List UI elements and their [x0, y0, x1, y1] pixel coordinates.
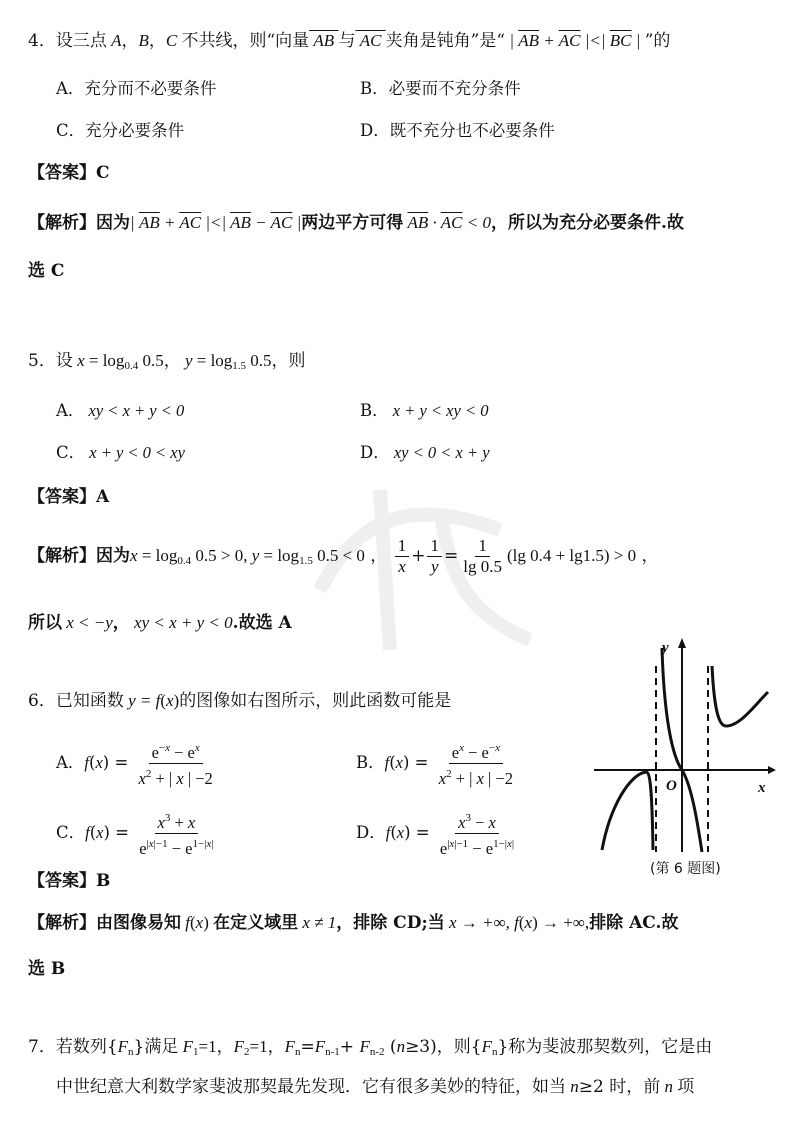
q4-analysis: 【解析】因为| $\overline{AB} + \overline{AC}$ |<| $\overline{AB} - \overline{AC}$ |两边平方可得 $\overline{AB} \cdot \overline{AC} < 0$，所以为充分必要条件.故 — [28, 213, 684, 233]
q4-stem-text-a: 设三点 — [55, 31, 107, 51]
q5-stem: 5．设 $x = \log_{0.4} 0.5$， $y = \log_{1.5} 0.5$，则 — [28, 351, 306, 372]
q4-stem-formula: | $\overline{AB} + \overline{AC}$ |<| $\overline{BC}$ | — [505, 31, 645, 50]
q5-answer: 【答案】A — [28, 487, 110, 507]
q5-analysis-cont: 所以 x < −y， xy < x + y < 0.故选 A — [28, 613, 292, 633]
graph-y-label: y — [662, 640, 669, 656]
q6-answer: 【答案】B — [28, 871, 111, 891]
q6-stem: 6．已知函数 y = f(x)的图像如右图所示，则此函数可能是 — [28, 691, 452, 711]
q6-option-a: A．f(x) = $\frac{e^{-x} - e^x}{x^2 + | x | -2}$ — [56, 738, 218, 789]
q6-option-c: C．f(x) = $\frac{x^3 + x}{e^{|x|-1} - e^{1-|x|}}$ — [56, 808, 218, 859]
q4-answer-label: 【答案】 — [28, 163, 96, 183]
q5-analysis: 【解析】因为$x = \log_{0.4} 0.5 > 0$, $y = \log_{1.5} 0.5 < 0$ ， $\frac{1}{x}$ + $\frac{1}{y}$ = $\frac{1}{\lg 0.5}$ (lg 0.4 + lg1.5) > 0 ， — [28, 536, 659, 576]
q4-stem: 4．设三点 A，B，C 不共线，则“向量 AB 与 AC 夹角是钝角”是“ | $\overline{AB} + \overline{AC}$ |<| $\overline{BC}$ | ”的 — [28, 31, 671, 51]
q7-line-1: 7．若数列$\{F_n\}$满足 $F_1=1$，$F_2=1$，$F_n=F_{n-1}+ F_{n-2}$ (n≥3)，则$\{F_n\}$称为斐波那契数列，它是由 — [28, 1037, 713, 1058]
q4-option-c: C．充分必要条件 — [56, 121, 185, 140]
q4-number: 4． — [28, 31, 56, 51]
q6-analysis-cont: 选 B — [28, 959, 66, 979]
q4-option-d: D．既不充分也不必要条件 — [360, 121, 555, 140]
graph-origin-label: O — [666, 778, 677, 794]
q4-option-a: A．充分而不必要条件 — [56, 79, 217, 98]
q4-option-b: B．必要而不充分条件 — [360, 79, 521, 98]
function-graph — [590, 636, 776, 854]
q4-analysis-cont: 选 C — [28, 261, 65, 281]
q7-line-2: 中世纪意大利数学家斐波那契最先发现．它有很多美妙的特征，如当 n≥2 时，前 n 项 — [56, 1077, 695, 1097]
graph-curve-left — [602, 772, 653, 850]
q6-option-b: B．f(x) = $\frac{e^x - e^{-x}}{x^2 + | x | -2}$ — [356, 738, 518, 789]
q4-answer-value: C — [96, 163, 110, 183]
q4-answer — [28, 160, 110, 186]
graph-y-arrow — [678, 638, 686, 648]
graph-curve-right — [712, 666, 768, 726]
graph-x-label: x — [758, 780, 766, 796]
graph-x-arrow — [768, 766, 776, 774]
q5-option-c: C． x + y < 0 < xy — [56, 443, 185, 462]
q5-option-b: B． x + y < xy < 0 — [360, 401, 489, 420]
q5-option-a: A． xy < x + y < 0 — [56, 401, 185, 420]
q4-stem-text-b: 不共线，则“向量 — [181, 31, 310, 51]
graph-caption: (第 6 题图) — [650, 861, 721, 877]
q6-option-d: D．f(x) = $\frac{x^3 - x}{e^{|x|-1} - e^{1-|x|}}$ — [356, 808, 519, 859]
q6-analysis: 【解析】由图像易知 f(x) 在定义域里 x ≠ 1，排除 CD;当 x → +∞, f(x) → +∞,排除 AC.故 — [28, 913, 679, 933]
q5-option-d: D． xy < 0 < x + y — [360, 443, 490, 462]
